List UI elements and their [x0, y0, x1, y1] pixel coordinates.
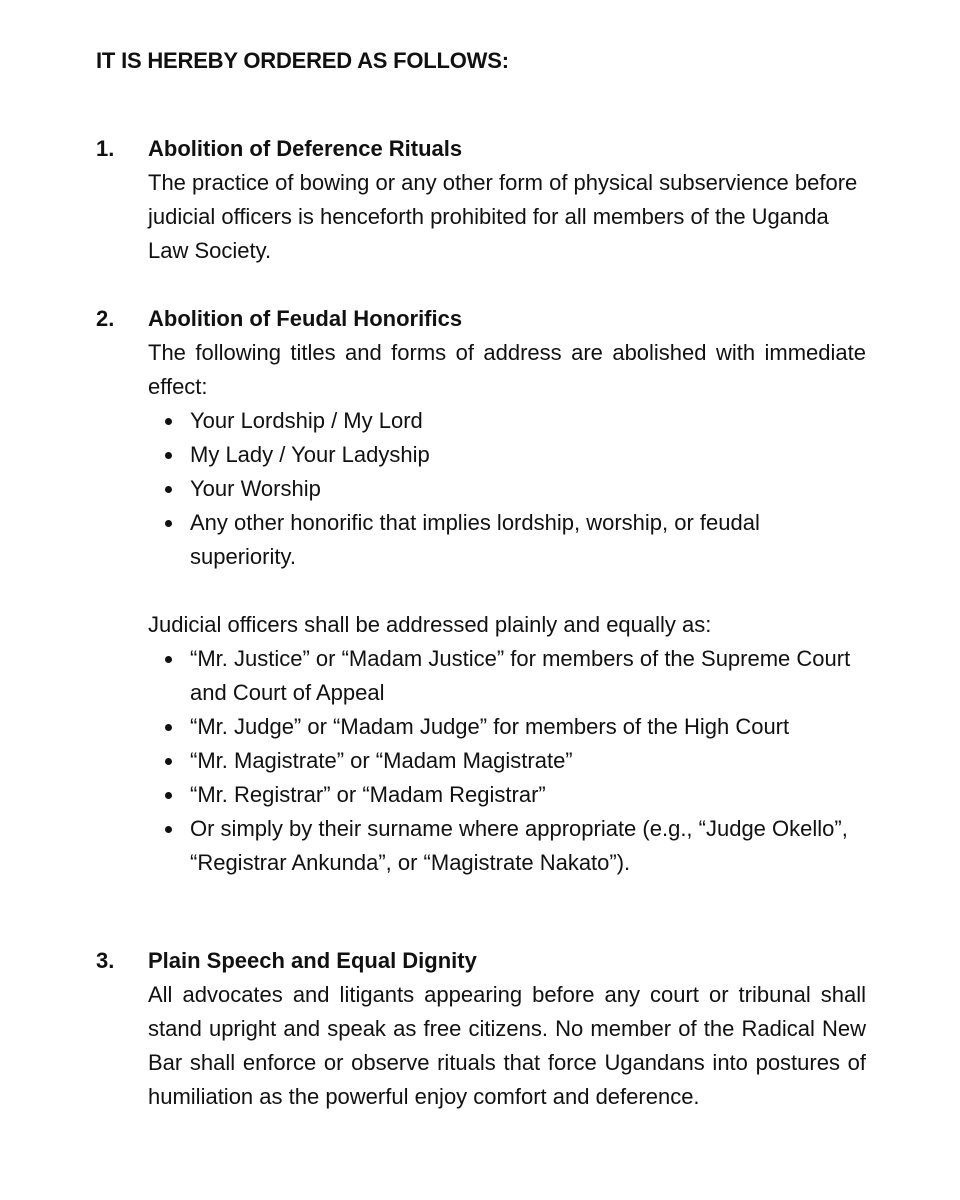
address-forms-list — [148, 642, 866, 880]
list-item — [148, 404, 866, 438]
bullet-icon — [165, 656, 172, 663]
list-item-text: Or simply by their surname where appropriate (e.g., “Judge Okello”, “Registrar Ankunda”, or “Magistrate Nakato”). — [190, 816, 848, 875]
bullet-icon — [165, 520, 172, 527]
bullet-icon — [165, 724, 172, 731]
section-3-title: Plain Speech and Equal Dignity — [148, 948, 477, 973]
section-3-text: All advocates and litigants appearing before any court or tribunal shall stand upright and speak as free citizens. No member of the Radical New Bar shall enforce or observe rituals that force Ugandans into postures of humiliation as the powerful enjoy comfort and deference. — [148, 982, 866, 1109]
list-item-text: “Mr. Magistrate” or “Madam Magistrate” — [190, 748, 573, 773]
section-3-number: 3. — [96, 948, 115, 973]
bullet-icon — [165, 452, 172, 459]
list-item — [148, 506, 866, 574]
bullet-icon — [165, 486, 172, 493]
list-item — [148, 642, 866, 710]
list-item-text: Any other honorific that implies lordship, worship, or feudal superiority. — [190, 510, 760, 569]
section-3-body — [148, 944, 866, 1114]
section-2-body — [148, 302, 866, 880]
list-item — [148, 778, 866, 812]
list-item-text: “Mr. Judge” or “Madam Judge” for members of the High Court — [190, 714, 790, 739]
bullet-icon — [165, 826, 172, 833]
section-1-number: 1. — [96, 136, 115, 161]
order-heading: IT IS HEREBY ORDERED AS FOLLOWS: — [96, 48, 509, 73]
abolished-titles-list — [148, 404, 866, 574]
list-item — [148, 710, 866, 744]
bullet-icon — [165, 792, 172, 799]
list-item — [148, 438, 866, 472]
section-1-title: Abolition of Deference Rituals — [148, 136, 463, 161]
bullet-icon — [165, 418, 172, 425]
address-intro: Judicial officers shall be addressed plainly and equally as: — [148, 612, 712, 637]
spacer — [148, 574, 866, 608]
list-item-text: Your Worship — [190, 476, 321, 501]
bullet-icon — [165, 758, 172, 765]
list-item — [148, 744, 866, 778]
list-item-text: Your Lordship / My Lord — [190, 408, 423, 433]
list-item — [148, 472, 866, 506]
list-item-text: “Mr. Registrar” or “Madam Registrar” — [190, 782, 546, 807]
list-item-text: “Mr. Justice” or “Madam Justice” for members of the Supreme Court and Court of Appeal — [190, 646, 851, 705]
section-1-text: The practice of bowing or any other form of physical subservience before judicial officers is henceforth prohibited for all members of the Uganda Law Society. — [148, 170, 858, 263]
section-2-number: 2. — [96, 306, 115, 331]
section-1-body — [148, 132, 866, 268]
list-item — [148, 812, 866, 880]
section-2-title: Abolition of Feudal Honorifics — [148, 306, 463, 331]
list-item-text: My Lady / Your Ladyship — [190, 442, 430, 467]
section-2-intro: The following titles and forms of address are abolished with immediate effect: — [148, 340, 866, 399]
